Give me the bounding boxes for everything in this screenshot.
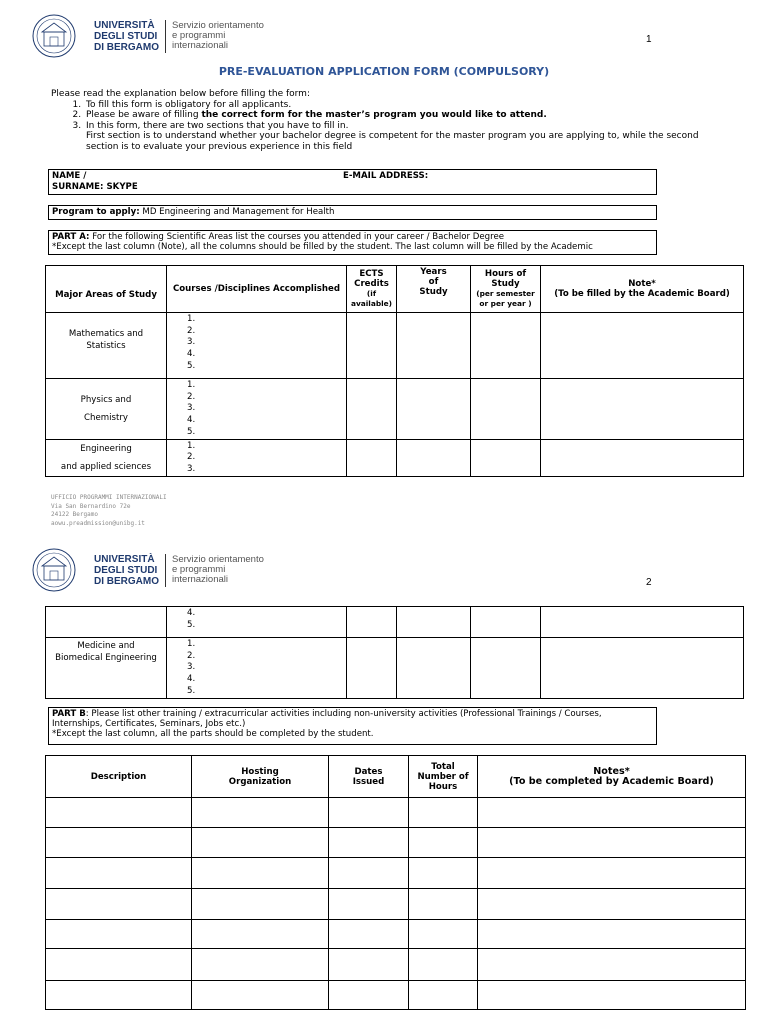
header-notes: Notes* (To be completed by Academic Board) bbox=[478, 756, 746, 798]
hours-cell[interactable] bbox=[409, 889, 478, 920]
hosting-cell[interactable] bbox=[192, 920, 329, 949]
header-note: Note* (To be filled by the Academic Board) bbox=[541, 266, 744, 313]
university-seal-icon bbox=[24, 12, 88, 60]
notes-cell bbox=[478, 889, 746, 920]
part-b-box bbox=[48, 707, 657, 745]
table-row bbox=[46, 607, 744, 638]
part-a-note: *Except the last column (Note), all the columns should be filled by the student. The last column will be filled by the Academic bbox=[52, 242, 593, 252]
note-cell bbox=[541, 607, 744, 638]
table-row bbox=[46, 638, 744, 699]
university-logo bbox=[24, 546, 264, 594]
header-hours: Hours of Study (per semester or per year ) bbox=[471, 266, 541, 313]
hours-cell[interactable] bbox=[471, 439, 541, 476]
dates-cell[interactable] bbox=[329, 828, 409, 858]
hosting-cell[interactable] bbox=[192, 828, 329, 858]
hours-cell[interactable] bbox=[409, 981, 478, 1010]
page-number: 2 bbox=[646, 577, 652, 588]
description-cell[interactable] bbox=[46, 889, 192, 920]
ects-cell[interactable] bbox=[347, 638, 397, 699]
notes-cell bbox=[478, 828, 746, 858]
note-cell bbox=[541, 313, 744, 379]
hours-cell[interactable] bbox=[471, 607, 541, 638]
name-label: NAME / bbox=[52, 171, 87, 181]
service-name: Servizio orientamento e programmi internazionali bbox=[172, 554, 264, 585]
years-cell[interactable] bbox=[397, 638, 471, 699]
university-name: UNIVERSITÀ DEGLI STUDI DI BERGAMO bbox=[94, 554, 166, 587]
years-cell[interactable] bbox=[397, 439, 471, 476]
dates-cell[interactable] bbox=[329, 981, 409, 1010]
table-row bbox=[46, 981, 746, 1010]
description-cell[interactable] bbox=[46, 828, 192, 858]
header-courses: Courses /Disciplines Accomplished bbox=[167, 266, 347, 313]
notes-cell bbox=[478, 798, 746, 828]
header-hosting: Hosting Organization bbox=[192, 756, 329, 798]
form-title: PRE-EVALUATION APPLICATION FORM (COMPULSORY) bbox=[218, 65, 550, 78]
hours-cell[interactable] bbox=[471, 379, 541, 440]
notes-cell bbox=[478, 920, 746, 949]
ects-cell[interactable] bbox=[347, 607, 397, 638]
dates-cell[interactable] bbox=[329, 920, 409, 949]
hosting-cell[interactable] bbox=[192, 889, 329, 920]
hours-cell[interactable] bbox=[409, 798, 478, 828]
ects-cell[interactable] bbox=[347, 313, 397, 379]
years-cell[interactable] bbox=[397, 313, 471, 379]
area-cell bbox=[46, 607, 167, 638]
table-row bbox=[46, 828, 746, 858]
header-dates: Dates Issued bbox=[329, 756, 409, 798]
course-list[interactable]: 1. 2. 3. bbox=[167, 439, 347, 476]
description-cell[interactable] bbox=[46, 858, 192, 889]
course-list[interactable]: 1. 2. 3. 4. 5. bbox=[167, 313, 347, 379]
description-cell[interactable] bbox=[46, 949, 192, 981]
years-cell[interactable] bbox=[397, 379, 471, 440]
area-engineering: Engineering and applied sciences bbox=[46, 439, 167, 476]
ects-cell[interactable] bbox=[347, 379, 397, 440]
part-a-box bbox=[48, 230, 657, 255]
hours-cell[interactable] bbox=[409, 828, 478, 858]
description-cell[interactable] bbox=[46, 981, 192, 1010]
table-row bbox=[46, 379, 744, 440]
university-seal-icon bbox=[24, 546, 88, 594]
service-name: Servizio orientamento e programmi internazionali bbox=[172, 20, 264, 51]
dates-cell[interactable] bbox=[329, 798, 409, 828]
hosting-cell[interactable] bbox=[192, 798, 329, 828]
hours-cell[interactable] bbox=[471, 313, 541, 379]
activities-table bbox=[45, 755, 746, 1010]
email-label: E-MAIL ADDRESS: bbox=[343, 171, 429, 181]
activities-table-header bbox=[46, 756, 746, 798]
course-list[interactable]: 4. 5. bbox=[167, 607, 347, 638]
university-name: UNIVERSITÀ DEGLI STUDI DI BERGAMO bbox=[94, 20, 166, 53]
note-cell bbox=[541, 439, 744, 476]
header-total-hours: Total Number of Hours bbox=[409, 756, 478, 798]
instruction-item-1: 1. To fill this form is obligatory for all applicants. bbox=[84, 100, 711, 111]
area-physics: Physics and Chemistry bbox=[46, 379, 167, 440]
instructions bbox=[51, 89, 711, 153]
hosting-cell[interactable] bbox=[192, 858, 329, 889]
program-value: MD Engineering and Management for Health bbox=[139, 207, 335, 217]
dates-cell[interactable] bbox=[329, 949, 409, 981]
instruction-item-2: 2. Please be aware of filling the correct form for the master’s program you would like to attend. bbox=[84, 110, 711, 121]
part-a-text: For the following Scientific Areas list the courses you attended in your career / Bachelor Degree bbox=[89, 232, 505, 242]
header-major-areas: Major Areas of Study bbox=[46, 266, 167, 313]
notes-cell bbox=[478, 858, 746, 889]
header-years: Years of Study bbox=[397, 266, 471, 313]
hours-cell[interactable] bbox=[409, 858, 478, 889]
courses-table-continued bbox=[45, 606, 744, 699]
page-number: 1 bbox=[646, 34, 652, 45]
hosting-cell[interactable] bbox=[192, 949, 329, 981]
table-row bbox=[46, 949, 746, 981]
courses-table-header bbox=[46, 266, 744, 313]
table-row bbox=[46, 798, 746, 828]
note-cell bbox=[541, 638, 744, 699]
part-b-note: *Except the last column, all the parts should be completed by the student. bbox=[52, 729, 374, 739]
header-ects: ECTS Credits (if available) bbox=[347, 266, 397, 313]
table-row bbox=[46, 439, 744, 476]
part-b-text: : Please list other training / extracurricular activities including non-university activities (Professional Trainings / Courses, Internships, Certificates, Seminars, Jobs etc.) bbox=[52, 709, 602, 729]
course-list[interactable]: 1. 2. 3. 4. 5. bbox=[167, 638, 347, 699]
header-description: Description bbox=[46, 756, 192, 798]
hours-cell[interactable] bbox=[409, 920, 478, 949]
surname-label: SURNAME: SKYPE bbox=[52, 182, 138, 192]
hours-cell[interactable] bbox=[409, 949, 478, 981]
office-footer: UFFICIO PROGRAMMI INTERNAZIONALI Via San Bernardino 72e 24122 Bergamo aowu.preadmission@unibg.it bbox=[51, 494, 167, 527]
table-row bbox=[46, 889, 746, 920]
table-row bbox=[46, 920, 746, 949]
part-b-label: PART B bbox=[52, 709, 86, 719]
table-row bbox=[46, 313, 744, 379]
hosting-cell[interactable] bbox=[192, 981, 329, 1010]
description-cell[interactable] bbox=[46, 920, 192, 949]
table-row bbox=[46, 858, 746, 889]
description-cell[interactable] bbox=[46, 798, 192, 828]
area-mathematics: Mathematics and Statistics bbox=[46, 313, 167, 379]
courses-table bbox=[45, 265, 744, 477]
identity-box bbox=[48, 169, 657, 195]
area-medicine: Medicine and Biomedical Engineering bbox=[46, 638, 167, 699]
notes-cell bbox=[478, 949, 746, 981]
note-cell bbox=[541, 379, 744, 440]
instruction-item-3: 3. In this form, there are two sections that you have to fill in. First section is to understand whether your bachelor degree is competent for the master program you are applying to, while the second section is to evaluate your previous experience in this field bbox=[84, 121, 711, 153]
ects-cell[interactable] bbox=[347, 439, 397, 476]
program-label: Program to apply: bbox=[52, 207, 140, 217]
dates-cell[interactable] bbox=[329, 858, 409, 889]
part-a-label: PART A: bbox=[52, 232, 90, 242]
notes-cell bbox=[478, 981, 746, 1010]
university-logo bbox=[24, 12, 264, 60]
dates-cell[interactable] bbox=[329, 889, 409, 920]
course-list[interactable]: 1. 2. 3. 4. 5. bbox=[167, 379, 347, 440]
hours-cell[interactable] bbox=[471, 638, 541, 699]
years-cell[interactable] bbox=[397, 607, 471, 638]
instructions-lead: Please read the explanation below before filling the form: bbox=[51, 89, 310, 99]
program-box bbox=[48, 205, 657, 220]
